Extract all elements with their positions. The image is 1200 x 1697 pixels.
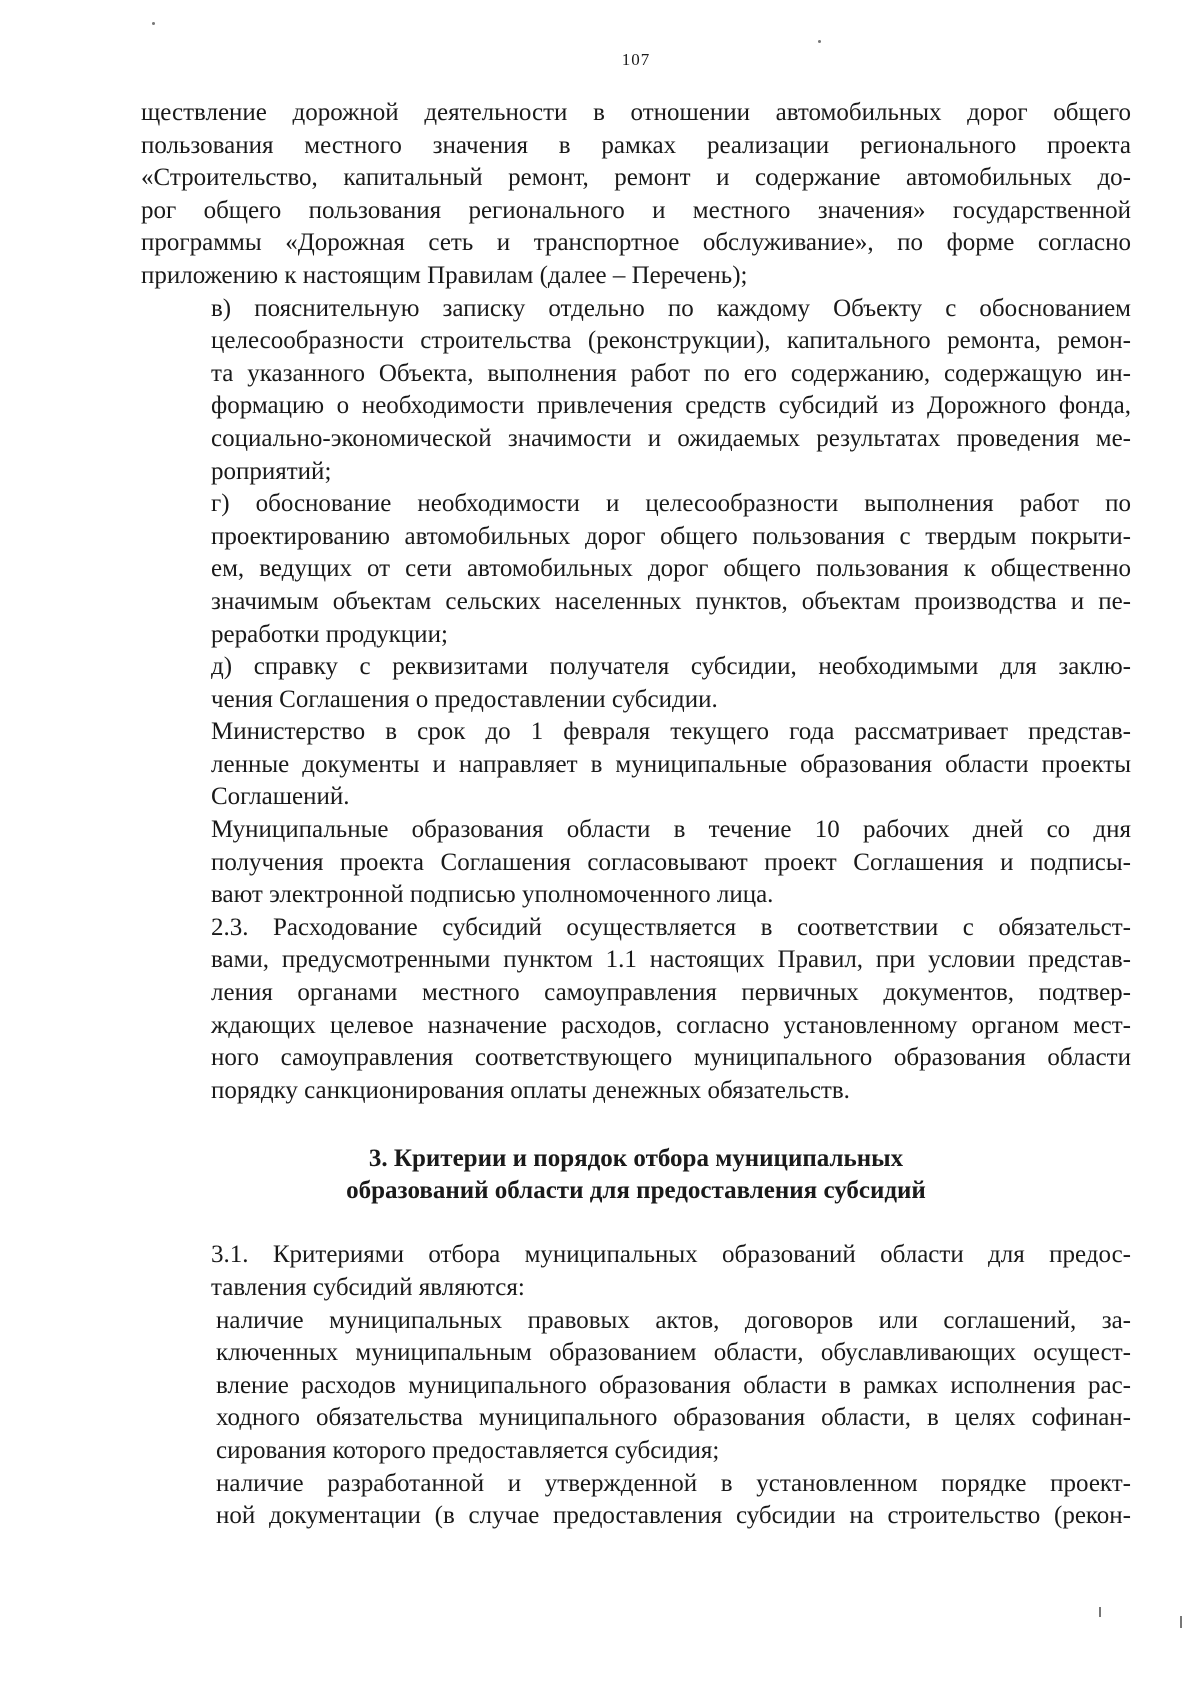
scan-speck: [152, 22, 155, 25]
text-line: роприятий;: [211, 457, 332, 485]
text-line: сирования которого предоставляется субсидия;: [216, 1436, 720, 1464]
text-block-part2: [141, 1239, 1131, 1532]
paragraph: [141, 716, 1131, 814]
text-line: ждающих целевое назначение расходов, согласно установленному органом мест-: [211, 1011, 1131, 1039]
text-line: ществление дорожной деятельности в отношении автомобильных дорог общего: [141, 99, 1131, 126]
paragraph: [141, 488, 1131, 651]
text-line: ключенных муниципальным образованием области, обуславливающих осущест-: [216, 1339, 1131, 1367]
text-line: получения проекта Соглашения согласовывают проект Соглашения и подписы-: [211, 848, 1131, 876]
text-line: проектированию автомобильных дорог общего пользования с твердым покрыти-: [211, 522, 1131, 550]
text-line: ходного обязательства муниципального образования области, в целях софинан-: [216, 1404, 1131, 1432]
paragraph: [141, 814, 1131, 912]
text-line: социально-экономической значимости и ожидаемых результатах проведения ме-: [211, 424, 1131, 452]
paragraph: [141, 1239, 1131, 1304]
text-line: вление расходов муниципального образования области в рамках исполнения рас-: [216, 1371, 1131, 1399]
text-line: наличие муниципальных правовых актов, договоров или соглашений, за-: [216, 1306, 1131, 1334]
text-line: целесообразности строительства (реконструкции), капитального ремонта, ремон-: [211, 327, 1131, 355]
text-line: Муниципальные образования области в течение 10 рабочих дней со дня: [211, 816, 1131, 844]
text-block-part1: [141, 97, 1131, 1107]
paragraph: [141, 1305, 1131, 1468]
scan-speck: [1180, 1616, 1182, 1628]
paragraph: [141, 293, 1131, 489]
text-line: тавления субсидий являются:: [211, 1274, 525, 1301]
document-body: [141, 97, 1131, 1533]
text-line: вают электронной подписью уполномоченного лица.: [211, 881, 774, 909]
text-line: реработки продукции;: [211, 620, 448, 648]
text-line: ем, ведущих от сети автомобильных дорог общего пользования к общественно: [211, 555, 1131, 583]
text-line: чения Соглашения о предоставлении субсидии.: [211, 685, 718, 713]
text-line: рог общего пользования регионального и местного значения» государственной: [141, 196, 1131, 224]
text-line: ления органами местного самоуправления первичных документов, подтвер-: [211, 979, 1131, 1007]
text-line: значимым объектам сельских населенных пунктов, объектам производства и пе-: [211, 587, 1131, 615]
scan-speck: [818, 40, 821, 43]
text-line: вами, предусмотренными пунктом 1.1 настоящих Правил, при условии представ-: [211, 946, 1131, 974]
text-line: д) справку с реквизитами получателя субсидии, необходимыми для заклю-: [211, 653, 1131, 681]
section-heading-line-1: 3. Критерии и порядок отбора муниципальных: [368, 1145, 904, 1173]
text-line: г) обоснование необходимости и целесообразности выполнения работ по: [211, 490, 1131, 518]
scan-speck: [1099, 1607, 1101, 1617]
text-line: 2.3. Расходование субсидий осуществляется в соответствии с обязательст-: [211, 913, 1131, 941]
paragraph: [141, 1468, 1131, 1533]
paragraph: [141, 97, 1131, 293]
text-line: «Строительство, капитальный ремонт, ремонт и содержание автомобильных до-: [141, 164, 1131, 192]
text-line: порядку санкционирования оплаты денежных обязательств.: [211, 1076, 850, 1104]
text-line: в) пояснительную записку отдельно по каждому Объекту с обоснованием: [211, 294, 1131, 322]
text-line: ного самоуправления соответствующего муниципального образования области: [211, 1044, 1131, 1072]
text-line: ной документации (в случае предоставления субсидии на строительство (рекон-: [216, 1502, 1131, 1530]
text-line: формацию о необходимости привлечения средств субсидий из Дорожного фонда,: [211, 392, 1131, 420]
paragraph: [141, 912, 1131, 1108]
text-line: та указанного Объекта, выполнения работ по его содержанию, содержащую ин-: [211, 359, 1131, 387]
text-line: программы «Дорожная сеть и транспортное обслуживание», по форме согласно: [141, 229, 1131, 257]
section-heading-line-2: образований области для предоставления субсидий: [346, 1177, 926, 1205]
text-line: наличие разработанной и утвержденной в установленном порядке проект-: [216, 1469, 1131, 1497]
text-line: 3.1. Критериями отбора муниципальных образований области для предос-: [211, 1241, 1131, 1269]
text-line: ленные документы и направляет в муниципальные образования области проекты: [211, 750, 1131, 778]
text-line: приложению к настоящим Правилам (далее – Перечень);: [141, 261, 748, 289]
text-line: Соглашений.: [211, 783, 350, 811]
text-line: пользования местного значения в рамках реализации регионального проекта: [141, 131, 1131, 159]
paragraph: [141, 651, 1131, 716]
section-heading: [141, 1143, 1131, 1207]
text-line: Министерство в срок до 1 февраля текущего года рассматривает представ-: [211, 718, 1131, 746]
page-number: 107: [621, 50, 651, 69]
